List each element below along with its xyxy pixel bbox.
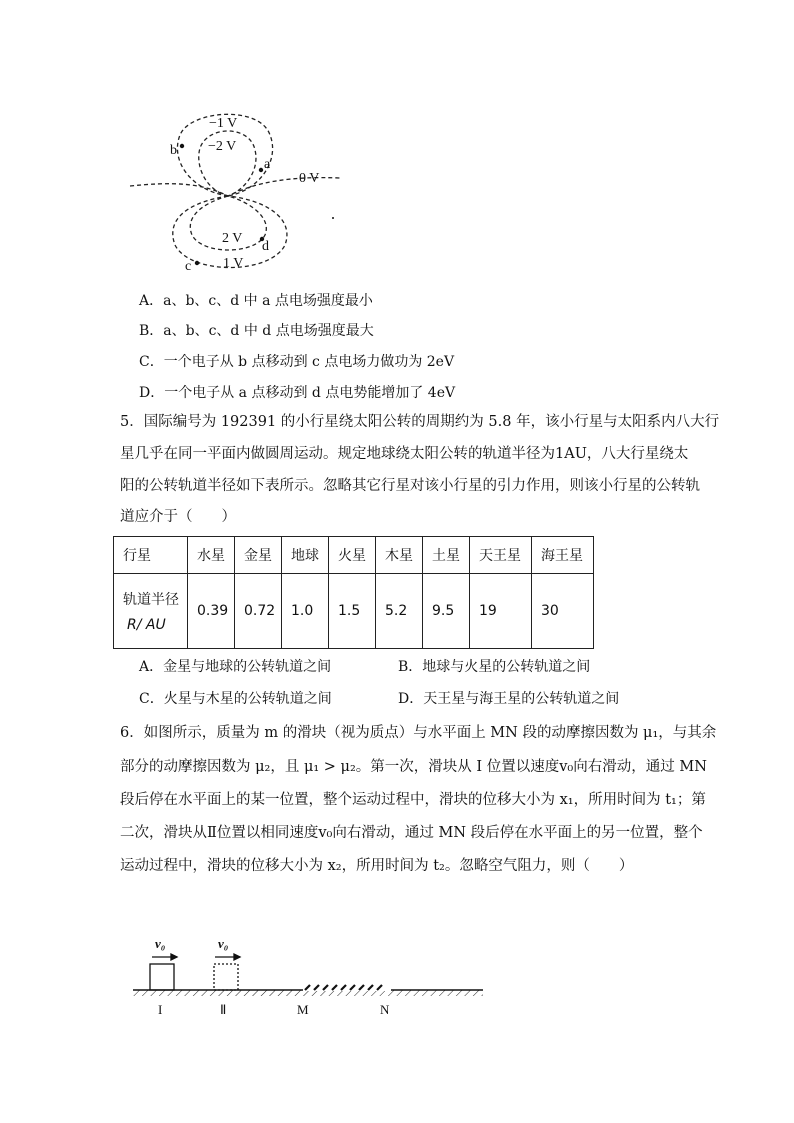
label-1v: 1 V <box>223 256 244 271</box>
label-b: b <box>170 143 177 158</box>
table-cell: 海王星 <box>532 537 594 574</box>
table-cell: 火星 <box>329 537 376 574</box>
q4-option-b: B．a、b、c、d 中 d 点电场强度最大 <box>139 323 374 339</box>
stray-dot <box>332 217 334 219</box>
table-row <box>114 537 594 574</box>
label-n: N <box>380 1002 390 1017</box>
table-cell: 0.39 <box>188 574 235 649</box>
q6-line-2: 部分的动摩擦因数为 μ₂，且 μ₁ > μ₂。第一次，滑块从 I 位置以速度v₀向右滑动，通过 MN <box>120 759 707 775</box>
table-cell: 木星 <box>376 537 423 574</box>
q5-line-4: 道应介于（ ） <box>120 509 236 525</box>
block-position-1 <box>150 964 174 990</box>
table-cell: 30 <box>532 574 594 649</box>
table-cell: 天王星 <box>470 537 532 574</box>
q5-option-a: A．金星与地球的公转轨道之间 <box>139 659 332 675</box>
q4-option-d: D．一个电子从 a 点移动到 d 点电势能增加了 4eV <box>139 385 456 401</box>
q5-line-1: 5．国际编号为 192391 的小行星绕太阳公转的周期约为 5.8 年，该小行星与太阳系内八大行 <box>120 414 720 430</box>
label-m: M <box>297 1002 309 1017</box>
label-2v: 2 V <box>222 231 243 246</box>
q5-option-d: D．天王星与海王星的公转轨道之间 <box>398 691 620 707</box>
label-0v: 0 V <box>299 171 320 186</box>
label-neg2v: −2 V <box>208 139 237 154</box>
table-cell: 1.0 <box>282 574 329 649</box>
q4-option-a: A．a、b、c、d 中 a 点电场强度最小 <box>139 293 373 309</box>
table-cell: 地球 <box>282 537 329 574</box>
label-neg1v: −1 V <box>209 116 238 131</box>
label-c: c <box>185 259 192 274</box>
planet-orbit-table <box>113 536 594 649</box>
q5-line-2: 星几乎在同一平面内做圆周运动。规定地球绕太阳公转的轨道半径为1AU，八大行星绕太 <box>120 446 689 462</box>
label-a: a <box>264 157 271 172</box>
table-row <box>114 574 594 649</box>
point-c <box>195 261 199 265</box>
point-a <box>259 168 263 172</box>
q6-line-1: 6．如图所示，质量为 m 的滑块（视为质点）与水平面上 MN 段的动摩擦因数为 μ₁，与其余 <box>120 725 717 741</box>
q4-option-c: C．一个电子从 b 点移动到 c 点电场力做功为 2eV <box>139 354 455 370</box>
slider-figure <box>125 928 490 1023</box>
table-cell: 19 <box>470 574 532 649</box>
point-b <box>180 144 184 148</box>
label-pos-1: I <box>158 1002 163 1017</box>
table-cell: 土星 <box>423 537 470 574</box>
row-label-line-2: R/ AU <box>127 617 166 633</box>
table-row-label <box>114 574 188 649</box>
label-pos-2: Ⅱ <box>220 1002 227 1017</box>
label-v0-1: v₀ <box>155 936 166 951</box>
table-cell: 1.5 <box>329 574 376 649</box>
mn-segment <box>303 985 391 991</box>
equipotential-figure <box>120 100 360 280</box>
table-cell: 9.5 <box>423 574 470 649</box>
q6-line-5: 运动过程中，滑块的位移大小为 x₂，所用时间为 t₂。忽略空气阻力，则（ ） <box>120 858 634 874</box>
table-cell: 水星 <box>188 537 235 574</box>
q5-option-c: C．火星与木星的公转轨道之间 <box>139 691 332 707</box>
table-cell: 0.72 <box>235 574 282 649</box>
q6-line-3: 段后停在水平面上的某一位置，整个运动过程中，滑块的位移大小为 x₁，所用时间为 t₁；第 <box>120 792 706 808</box>
label-v0-2: v₀ <box>218 936 229 951</box>
q5-line-3: 阳的公转轨道半径如下表所示。忽略其它行星对该小行星的引力作用，则该小行星的公转轨 <box>120 478 700 494</box>
label-d: d <box>262 239 269 254</box>
table-cell: 5.2 <box>376 574 423 649</box>
q6-line-4: 二次，滑块从Ⅱ位置以相同速度v₀向右滑动，通过 MN 段后停在水平面上的另一位置，整个 <box>120 825 703 841</box>
block-position-2 <box>214 964 238 990</box>
table-cell: 金星 <box>235 537 282 574</box>
row-label-line-1: 轨道半径 <box>123 592 179 608</box>
q5-option-b: B．地球与火星的公转轨道之间 <box>398 659 591 675</box>
table-header-label: 行星 <box>114 537 188 574</box>
